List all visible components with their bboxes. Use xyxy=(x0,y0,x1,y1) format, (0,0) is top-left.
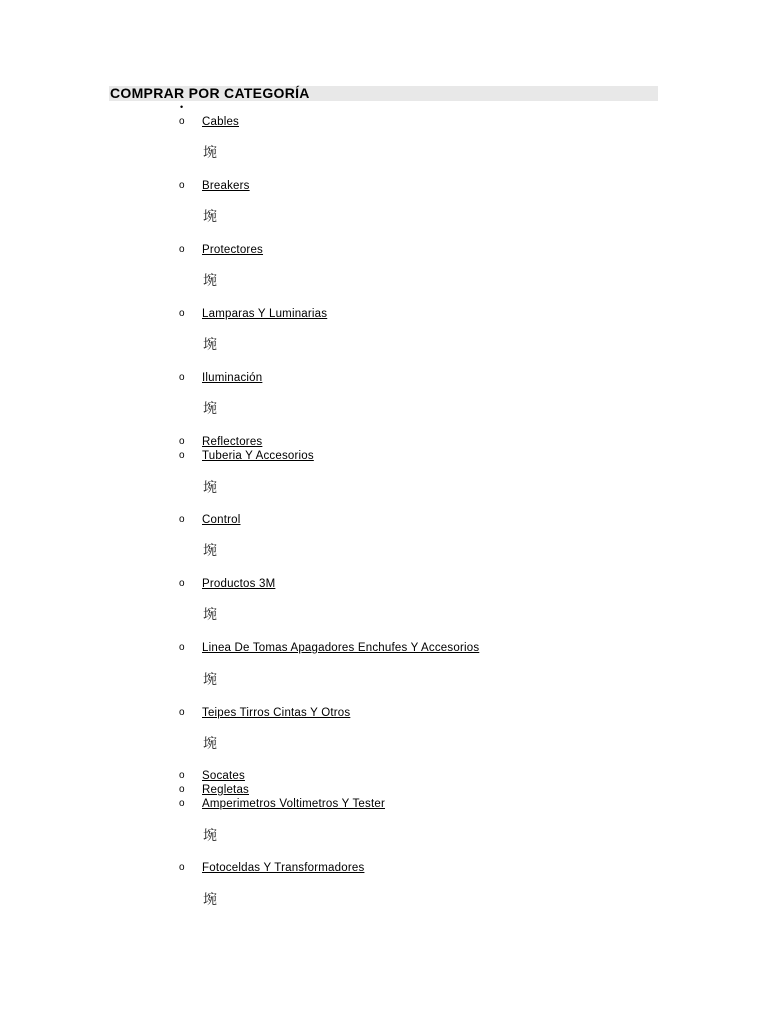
category-link-breakers[interactable]: Breakers xyxy=(202,180,250,192)
broken-image-glyph: 埦 xyxy=(203,672,217,688)
broken-image-glyph: 埦 xyxy=(203,480,217,496)
category-link-iluminacion[interactable]: Iluminación xyxy=(202,372,263,384)
list-bullet-icon: o xyxy=(179,450,185,461)
list-bullet-icon: o xyxy=(179,642,185,653)
broken-image-glyph: 埦 xyxy=(203,273,217,289)
category-link-lamparas[interactable]: Lamparas Y Luminarias xyxy=(202,308,328,320)
category-link-productos-3m[interactable]: Productos 3M xyxy=(202,578,276,590)
list-bullet-icon: o xyxy=(179,784,185,795)
section-heading: COMPRAR POR CATEGORÍA xyxy=(110,85,310,101)
list-bullet-icon: o xyxy=(179,707,185,718)
broken-image-glyph: 埦 xyxy=(203,892,217,908)
broken-image-glyph: 埦 xyxy=(203,337,217,353)
broken-image-glyph: 埦 xyxy=(203,736,217,752)
category-link-reflectores[interactable]: Reflectores xyxy=(202,436,263,448)
broken-image-glyph: 埦 xyxy=(203,828,217,844)
list-bullet-icon: o xyxy=(179,116,185,127)
broken-image-glyph: 埦 xyxy=(203,401,217,417)
list-bullet-icon: o xyxy=(179,308,185,319)
broken-image-glyph: 埦 xyxy=(203,145,217,161)
category-link-socates[interactable]: Socates xyxy=(202,770,245,782)
list-bullet-icon: o xyxy=(179,244,185,255)
category-link-tuberia[interactable]: Tuberia Y Accesorios xyxy=(202,450,314,462)
category-link-cables[interactable]: Cables xyxy=(202,116,239,128)
list-bullet-icon: o xyxy=(179,770,185,781)
category-link-teipes[interactable]: Teipes Tirros Cintas Y Otros xyxy=(202,707,351,719)
category-link-amperimetros[interactable]: Amperimetros Voltimetros Y Tester xyxy=(202,798,386,810)
category-link-regletas[interactable]: Regletas xyxy=(202,784,249,796)
category-link-protectores[interactable]: Protectores xyxy=(202,244,264,256)
category-link-control[interactable]: Control xyxy=(202,514,241,526)
category-link-linea-de-tomas[interactable]: Linea De Tomas Apagadores Enchufes Y Accesorios xyxy=(202,642,480,654)
list-bullet-icon: o xyxy=(179,180,185,191)
category-link-fotoceldas[interactable]: Fotoceldas Y Transformadores xyxy=(202,862,365,874)
list-bullet-icon: o xyxy=(179,578,185,589)
list-bullet-icon: o xyxy=(179,862,185,873)
broken-image-glyph: 埦 xyxy=(203,607,217,623)
list-bullet-icon: o xyxy=(179,798,185,809)
list-bullet-icon: o xyxy=(179,372,185,383)
broken-image-glyph: 埦 xyxy=(203,543,217,559)
broken-image-glyph: 埦 xyxy=(203,209,217,225)
top-level-bullet: • xyxy=(180,102,184,112)
list-bullet-icon: o xyxy=(179,436,185,447)
list-bullet-icon: o xyxy=(179,514,185,525)
